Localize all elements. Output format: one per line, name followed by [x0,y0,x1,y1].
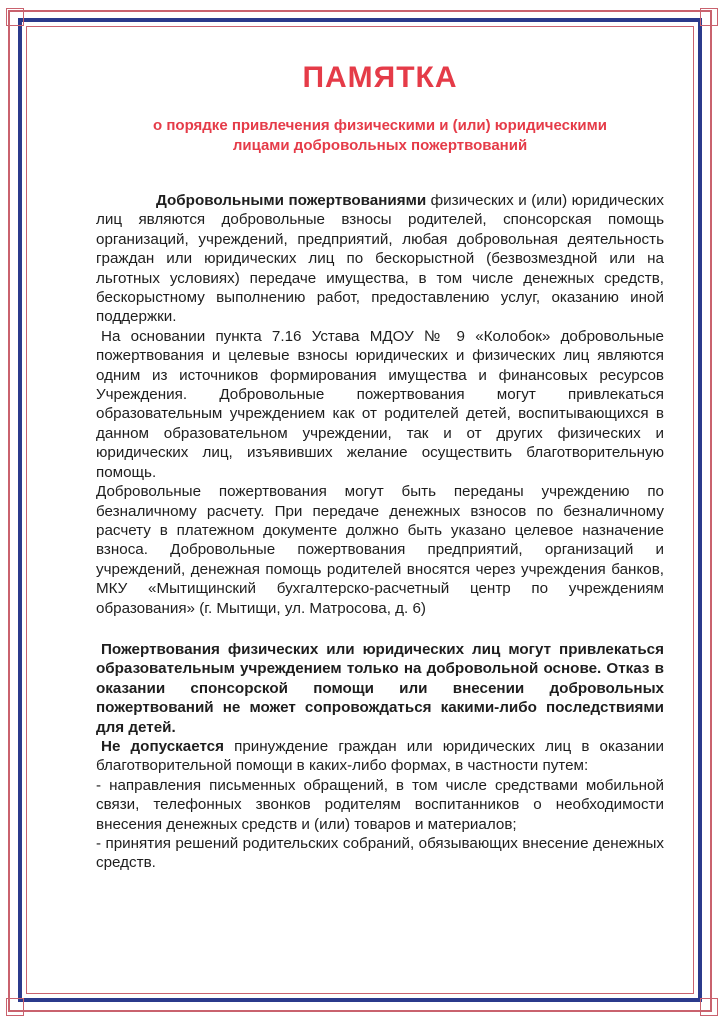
prohibition-text: принуждение граждан или юридических лиц в оказании благотворительной помощи в каких-либо формах, в частности путем: [96,737,664,775]
corner-ornament [6,8,24,26]
corner-ornament [6,998,24,1016]
paragraph-voluntary: Пожертвования физических или юридических лиц могут привлекаться образовательным учреждением только на добровольной основе. Отказ в оказании спонсорской помощи или внесении добровольных пожертвований не может сопровождаться какими-либо последствиями для детей. [96,640,664,736]
subtitle-line-2: лицами добровольных пожертвований [232,137,528,154]
corner-ornament [700,8,718,26]
document-body [96,191,664,873]
list-item: - принятия решений родительских собраний, обязывающих внесение денежных средств. [96,835,664,872]
document-title: ПАМЯТКА [302,61,458,94]
paragraph-charter: На основании пункта 7.16 Устава МДОУ № 9 «Колобок» добровольные пожертвования и целевые взносы юридических и физических лиц являются одним из источников формирования имущества и финансовых ресурсов Учреждения. Добровольные пожертвования могут привлекаться образовательным учреждением как от родителей детей, воспитывающихся в данном образовательном учреждении, так и от других физических и юридических лиц, изъявивших желание осуществить благотворительную помощь. [96,327,664,481]
paragraph-payment: Добровольные пожертвования могут быть переданы учреждению по безналичному расчету. При передаче денежных взносов по безналичному расчету в платежном документе должно быть указано целевое назначение взноса. Добровольные пожертвования предприятий, организаций и учреждений, денежная помощь родителей вносятся через учреждения банков, МКУ «Мытищинский бухгалтерско-расчетный центр по учреждениям образования» (г. Мытищи, ул. Матросова, д. 6) [96,483,664,617]
paragraph-gap [96,618,664,640]
document-subtitle [76,116,684,156]
document-content [96,60,664,873]
paragraph-definition [96,191,664,327]
prohibition-term: Не допускается [101,737,224,755]
definition-text: физических и (или) юридических лиц являются добровольные взносы родителей, спонсорская помощь организаций, учреждений, предприятий, любая добровольная деятельность граждан или юридических лиц по бескорыстной (безвозмездной или на льготных условиях) передаче имущества, в том числе денежных средств, бескорыстному выполнению работ, предоставлению услуг, оказанию иной поддержки. [96,192,665,326]
subtitle-line-1: о порядке привлечения физическими и (или) юридическими [153,117,607,134]
list-item: - направления письменных обращений, в том числе средствами мобильной связи, телефонных звонков родителям воспитанников о необходимости внесения денежных средств и (или) товаров и материалов; [96,776,664,833]
paragraph-prohibition [96,737,664,776]
definition-term: Добровольными пожертвованиями [156,192,427,209]
corner-ornament [700,998,718,1016]
